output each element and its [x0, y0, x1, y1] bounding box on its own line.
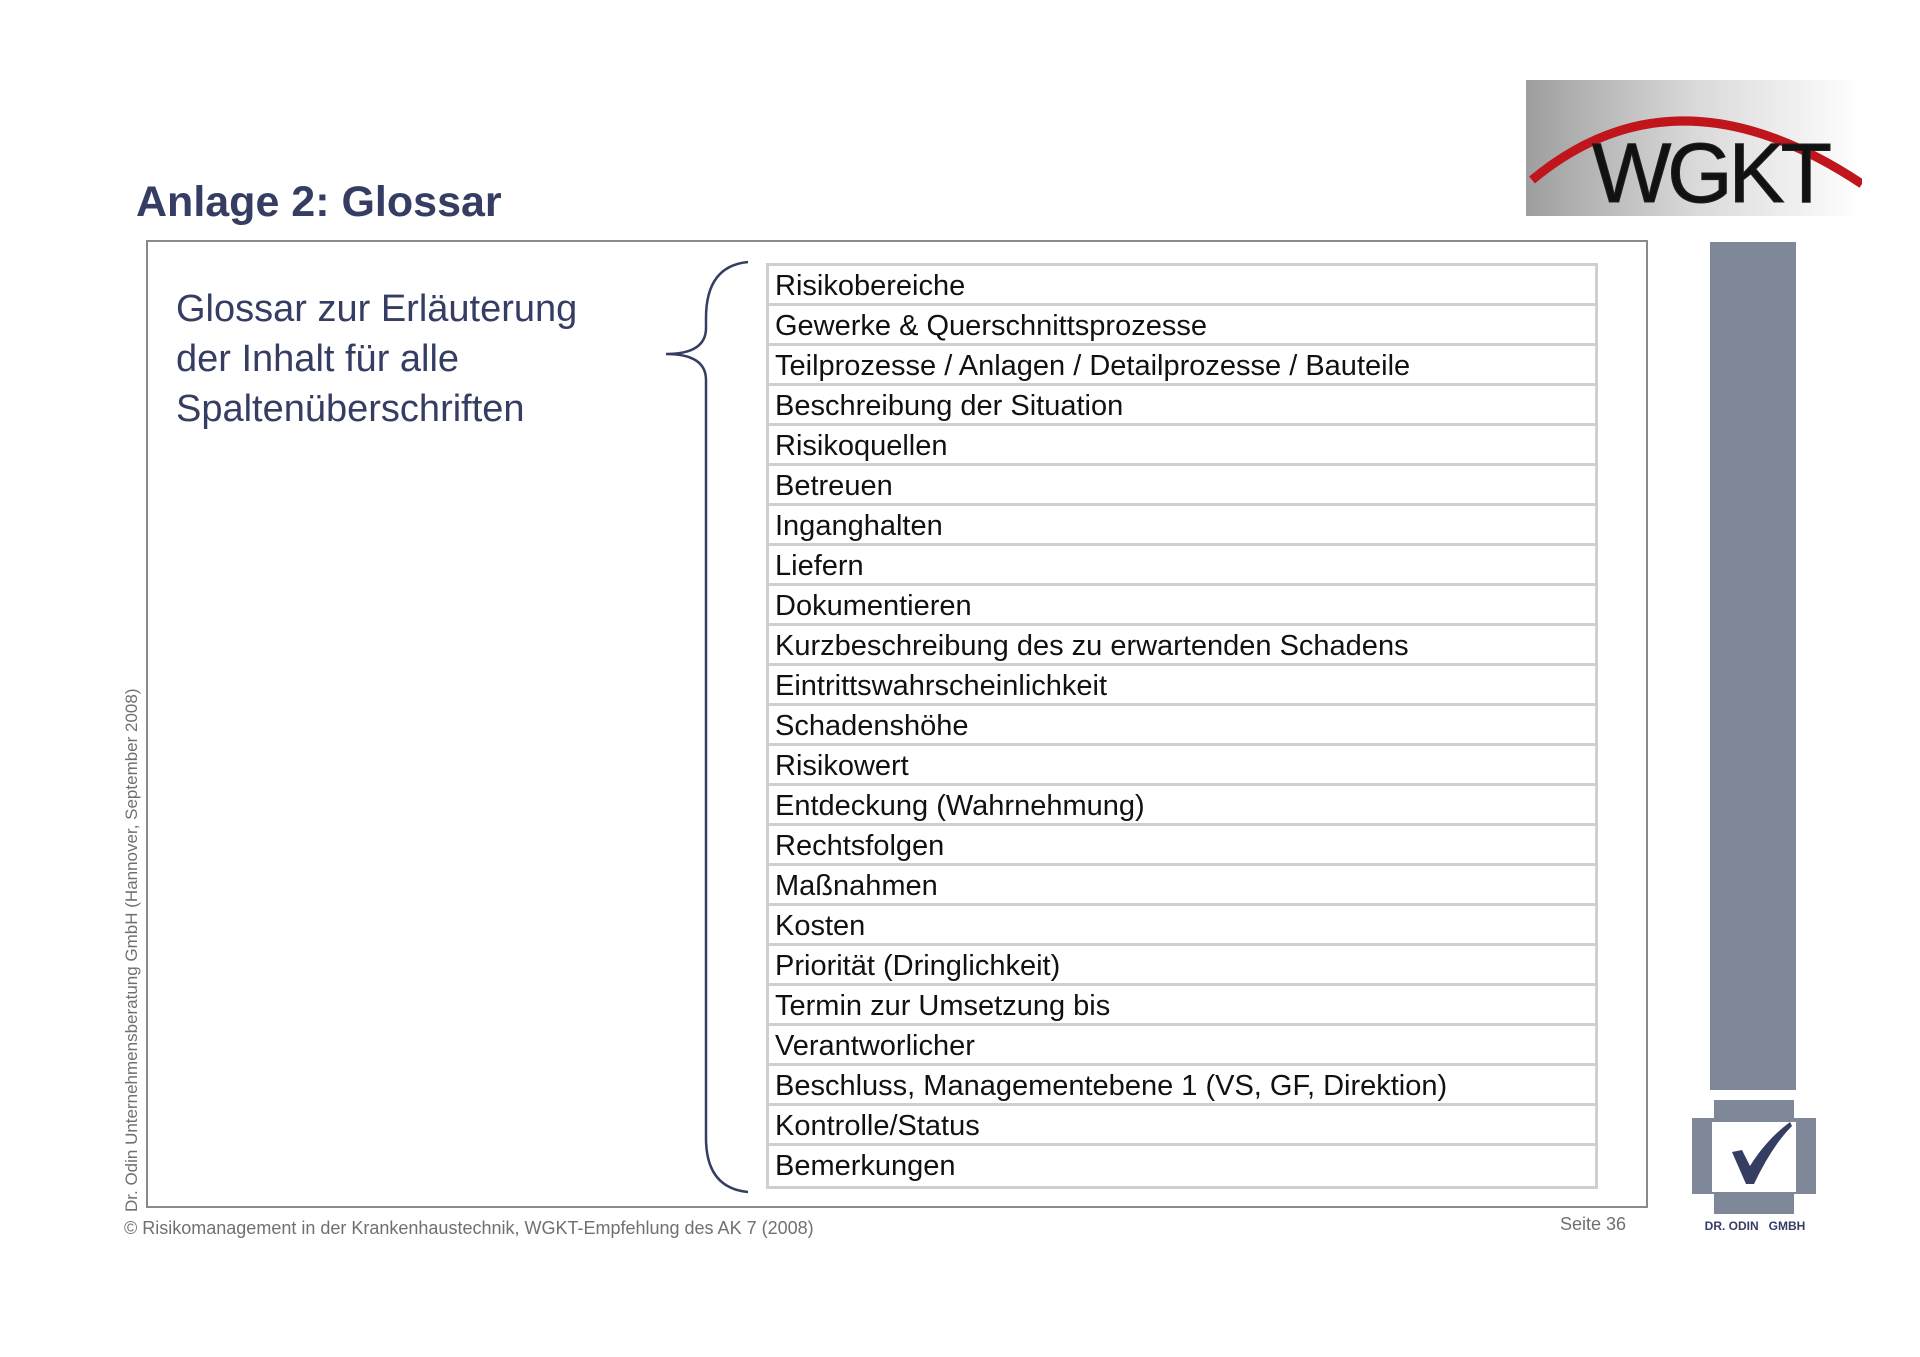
- glossary-item: Risikoquellen: [769, 426, 1595, 466]
- logo-text: WGKT: [1592, 126, 1828, 216]
- glossary-item: Maßnahmen: [769, 866, 1595, 906]
- intro-line: Spaltenüberschriften: [176, 388, 525, 430]
- glossary-item: Bemerkungen: [775, 1150, 956, 1182]
- intro-line: der Inhalt für alle: [176, 338, 460, 380]
- glossary-item: Gewerke & Querschnittsprozesse: [769, 306, 1595, 346]
- footer-copyright: © Risikomanagement in der Krankenhaustechnik, WGKT-Empfehlung des AK 7 (2008): [124, 1218, 814, 1238]
- glossary-item: Termin zur Umsetzung bis: [769, 986, 1595, 1026]
- checkmark-logo: [1692, 1100, 1816, 1214]
- glossary-item: Rechtsfolgen: [769, 826, 1595, 866]
- glossary-item: Risikowert: [769, 746, 1595, 786]
- glossary-item: Teilprozesse / Anlagen / Detailprozesse / Bauteile: [769, 346, 1595, 386]
- glossary-item: Beschluss, Managementebene 1 (VS, GF, Direktion): [769, 1066, 1595, 1106]
- glossary-item: Kurzbeschreibung des zu erwartenden Schadens: [769, 626, 1595, 666]
- glossary-list: [766, 263, 1598, 1189]
- glossary-item: Inganghalten: [769, 506, 1595, 546]
- glossary-item: Schadenshöhe: [769, 706, 1595, 746]
- glossary-item: Kontrolle/Status: [769, 1106, 1595, 1146]
- company-name: DR. ODIN GMBH: [1704, 1219, 1806, 1233]
- glossary-item: Eintrittswahrscheinlichkeit: [769, 666, 1595, 706]
- intro-line: Glossar zur Erläuterung: [176, 288, 578, 330]
- side-bar: [1710, 242, 1796, 1090]
- glossary-item: Verantworlicher: [769, 1026, 1595, 1066]
- curly-brace: [660, 258, 754, 1194]
- glossary-item: Liefern: [769, 546, 1595, 586]
- page-number: Seite 36: [1560, 1214, 1627, 1234]
- glossary-item: Risikobereiche: [769, 266, 1595, 306]
- side-copyright: Dr. Odin Unternehmensberatung GmbH (Hannover, September 2008): [122, 688, 141, 1212]
- glossary-item: Betreuen: [769, 466, 1595, 506]
- glossary-item: Priorität (Dringlichkeit): [769, 946, 1595, 986]
- wgkt-logo: [1526, 80, 1862, 216]
- intro-text: [176, 284, 676, 434]
- page-title: Anlage 2: Glossar: [136, 178, 502, 226]
- glossary-item: Beschreibung der Situation: [769, 386, 1595, 426]
- glossary-item: Entdeckung (Wahrnehmung): [769, 786, 1595, 826]
- glossary-item: Kosten: [769, 906, 1595, 946]
- glossary-item: Dokumentieren: [769, 586, 1595, 626]
